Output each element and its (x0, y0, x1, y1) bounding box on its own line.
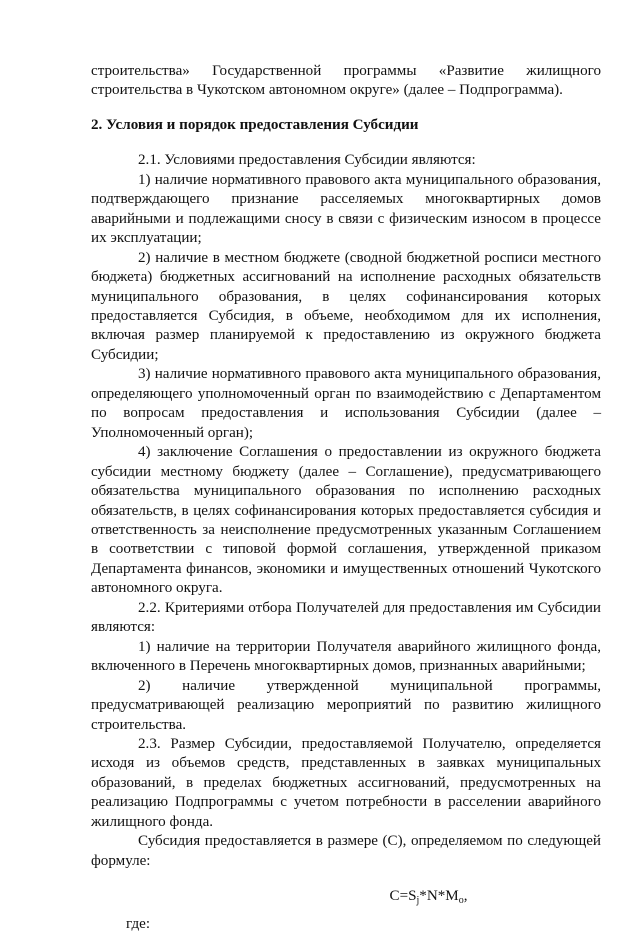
paragraph-2-2-item-2: 2) наличие утвержденной муниципальной программы, предусматривающей реализацию мероприятий по развитию жилищного строительства. (91, 677, 601, 733)
intro-paragraph: строительства» Государственной программы «Развитие жилищного строительства в Чукотском автономном округе» (далее – Подпрограмма). (91, 63, 601, 99)
formula (91, 887, 601, 906)
formula-sub-j: j (416, 895, 420, 907)
formula-suffix: , (463, 888, 468, 905)
paragraph-2-1-item-1: 1) наличие нормативного правового акта муниципального образования, подтверждающего признание расселяемых многоквартирных домов аварийными и подлежащими сносу в связи с физическим износом в процессе их эксплуатации; (91, 171, 601, 247)
paragraph-2-1-item-3: 3) наличие нормативного правового акта муниципального образования, определяющего уполномоченный орган по взаимодействию с Департаментом по вопросам предоставления и использования Субсидии (далее – Уполномоченный орган); (91, 366, 601, 441)
paragraph-2-1: 2.1. Условиями предоставления Субсидии являются: (138, 152, 476, 169)
paragraph-2-1-item-4: 4) заключение Соглашения о предоставлении из окружного бюджета субсидии местному бюджету (далее – Соглашение), предусматривающего обязательства муниципального образования по исполнению расходных обязательств, в целях софинансирования которых предоставляется субсидия и ответственность за неисполнение предусмотренных указанным Соглашением в соответствии с типовой формой соглашения, утвержденной приказом Департамента финансов, экономики и имущественных отношений Чукотского автономного округа. (91, 444, 601, 597)
formula-middle: *N*M (419, 888, 459, 905)
document-page (91, 62, 601, 934)
section-heading: 2. Условия и порядок предоставления Субсидии (91, 116, 419, 133)
formula-prefix: C=S (389, 888, 417, 905)
paragraph-2-1-item-2: 2) наличие в местном бюджете (сводной бюджетной росписи местного бюджета) бюджетных ассигнований на исполнение расходных обязательств муниципального образования, в целях софинансирования которых предоставляется Субсидия, в объеме, необходимом для их исполнения, включая размер планируемой к предоставлению из окружного бюджета Субсидии; (91, 249, 601, 363)
paragraph-2-3: 2.3. Размер Субсидии, предоставляемой Получателю, определяется исходя из объемов средств, представленных в заявках муниципальных образований, в пределах бюджетных ассигнований, предусмотренных на реализацию Подпрограммы с учетом потребности в расселении аварийного жилищного фонда. (91, 735, 601, 830)
paragraph-2-2-item-1: 1) наличие на территории Получателя аварийного жилищного фонда, включенного в Перечень многоквартирных домов, признанных аварийными; (91, 638, 601, 675)
formula-sub-o: o (458, 895, 464, 907)
formula-intro: Субсидия предоставляется в размере (С), определяемом по следующей формуле: (91, 833, 601, 869)
paragraph-2-2: 2.2. Критериями отбора Получателей для предоставления им Субсидии являются: (91, 599, 601, 636)
where-label: где: (126, 915, 151, 932)
